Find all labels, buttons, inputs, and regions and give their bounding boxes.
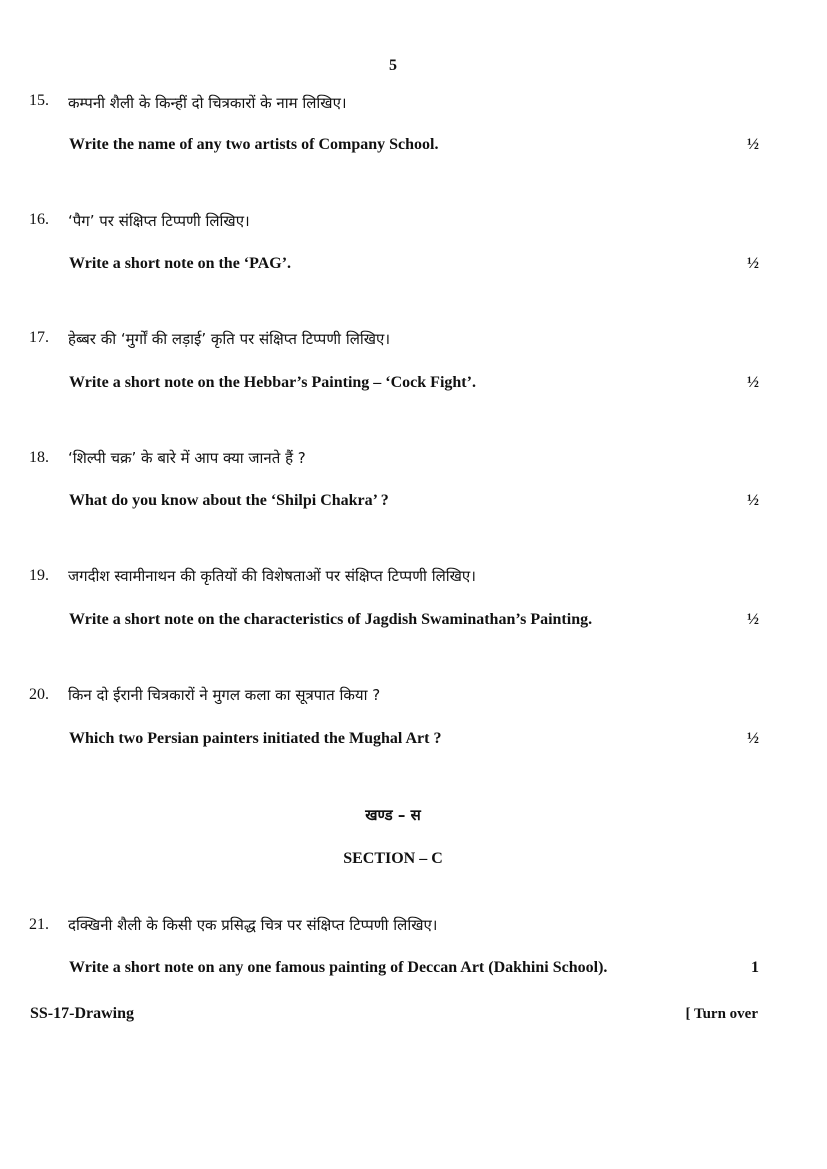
turn-over-note: [ Turn over (685, 1006, 758, 1022)
paper-code: SS-17-Drawing (30, 1005, 135, 1022)
question-hindi: कम्पनी शैली के किन्हीं दो चित्रकारों के नाम लिखिए। (68, 94, 347, 112)
question-number: 19. (29, 567, 49, 584)
question-marks: ½ (747, 374, 759, 391)
question-hindi: ‘शिल्पी चक्र’ के बारे में आप क्या जानते हैं ? (68, 449, 306, 467)
question-hindi: दक्खिनी शैली के किसी एक प्रसिद्ध चित्र पर संक्षिप्त टिप्पणी लिखिए। (68, 916, 438, 934)
question-english: Write a short note on the characteristics of Jagdish Swaminathan’s Painting. (69, 611, 593, 628)
question-marks: ½ (747, 730, 759, 747)
question-number: 16. (29, 211, 49, 228)
question-number: 20. (29, 686, 49, 703)
question-hindi: हेब्बर की ‘मुर्गों की लड़ाई’ कृति पर संक्षिप्त टिप्पणी लिखिए। (68, 330, 391, 348)
question-hindi: जगदीश स्वामीनाथन की कृतियों की विशेषताओं पर संक्षिप्त टिप्पणी लिखिए। (68, 567, 476, 585)
section-title-hindi: खण्ड – स (365, 806, 421, 824)
question-marks: ½ (747, 611, 759, 628)
question-number: 21. (29, 916, 49, 933)
question-english: Which two Persian painters initiated the Mughal Art ? (69, 730, 442, 747)
question-number: 15. (29, 92, 49, 109)
question-marks: ½ (747, 136, 759, 153)
question-number: 17. (29, 329, 49, 346)
question-marks: ½ (747, 255, 759, 272)
question-number: 18. (29, 449, 49, 466)
question-english: Write a short note on the Hebbar’s Painting – ‘Cock Fight’. (69, 374, 476, 391)
question-hindi: ‘पैग’ पर संक्षिप्त टिप्पणी लिखिए। (68, 212, 250, 230)
question-english: Write a short note on any one famous painting of Deccan Art (Dakhini School). (69, 959, 608, 976)
question-marks: ½ (747, 492, 759, 509)
question-english: Write a short note on the ‘PAG’. (69, 255, 292, 272)
question-english: Write the name of any two artists of Company School. (69, 136, 439, 153)
question-english: What do you know about the ‘Shilpi Chakra’ ? (69, 492, 389, 509)
question-hindi: किन दो ईरानी चित्रकारों ने मुगल कला का सूत्रपात किया ? (68, 686, 381, 704)
question-marks: 1 (751, 959, 759, 976)
section-title: SECTION – C (343, 850, 443, 867)
page-number: 5 (389, 57, 397, 74)
